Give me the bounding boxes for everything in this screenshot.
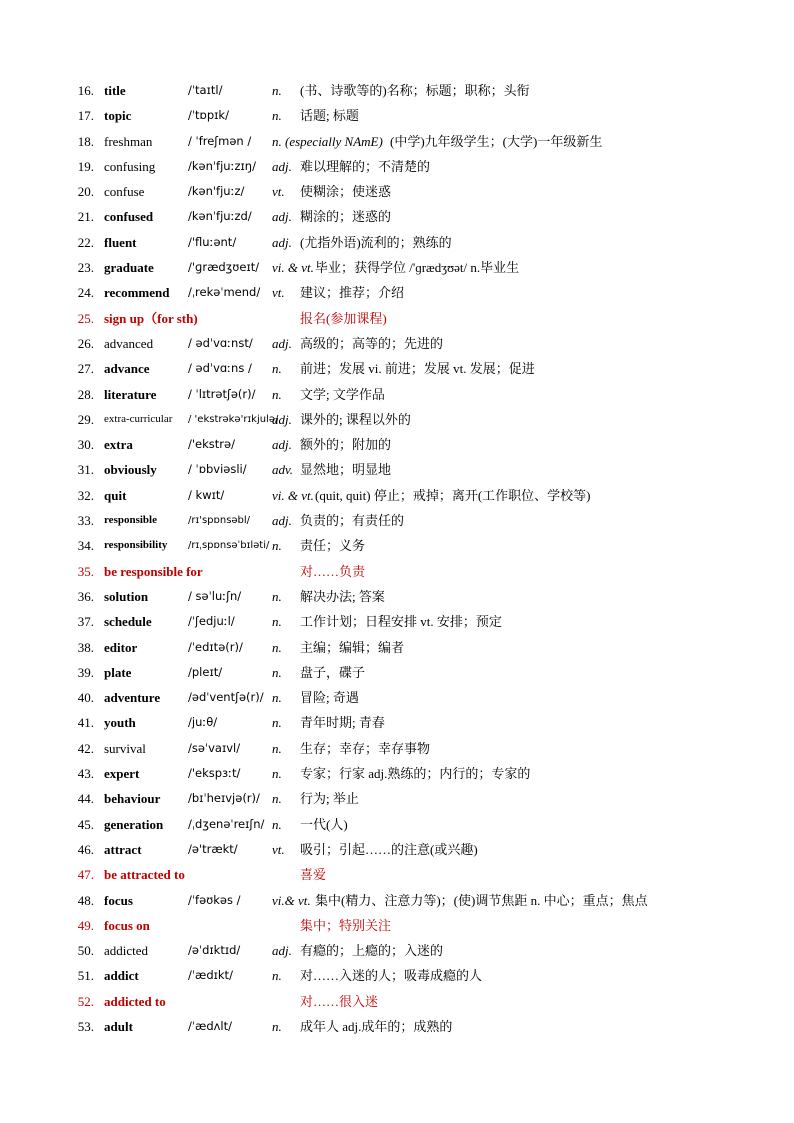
entry-part-of-speech: n. [272, 791, 282, 807]
entry-phonetic: /pleɪt/ [188, 664, 223, 679]
entry-number: 46. [77, 841, 94, 857]
vocab-entry [0, 204, 794, 229]
entry-word: topic [104, 108, 132, 124]
entry-part-of-speech: adj. [272, 234, 292, 250]
entry-part-of-speech: n. (especially NAmE) [272, 133, 383, 149]
entry-number: 39. [77, 664, 94, 680]
entry-phonetic: /bɪˈheɪvjə(r)/ [188, 791, 260, 806]
entry-definition: 青年时期; 青春 [300, 715, 385, 731]
entry-word: confuse [104, 184, 145, 200]
entry-word: quit [104, 487, 127, 503]
entry-definition: 工作计划；日程安排 vt. 安排；预定 [300, 614, 502, 630]
vocab-entry [0, 609, 794, 634]
entry-part-of-speech: n. [272, 538, 282, 554]
entry-number: 38. [77, 639, 94, 655]
entry-phonetic: / ˈfreʃmən / [188, 133, 252, 148]
entry-number: 28. [77, 386, 94, 402]
vocab-entry [0, 306, 794, 331]
vocab-entry [0, 483, 794, 508]
entry-phonetic: /ˈʃedjuːl/ [188, 614, 235, 629]
vocab-entry [0, 635, 794, 660]
entry-definition: 行为; 举止 [300, 791, 359, 807]
entry-part-of-speech: vt. [272, 841, 285, 857]
entry-part-of-speech: vt. [272, 285, 285, 301]
vocab-entry [0, 736, 794, 761]
vocab-entry [0, 331, 794, 356]
vocab-entry [0, 584, 794, 609]
entry-phonetic: / ədˈvɑːnst/ [188, 335, 253, 350]
entry-phonetic: /'ekstrə/ [188, 437, 235, 452]
entry-part-of-speech: adj. [272, 513, 292, 529]
entry-part-of-speech: vi.& vt. [272, 892, 311, 908]
entry-definition: 冒险; 奇遇 [300, 690, 359, 706]
entry-part-of-speech: n. [272, 588, 282, 604]
entry-word: adventure [104, 690, 161, 706]
vocab-entry [0, 786, 794, 811]
entry-number: 21. [77, 209, 94, 225]
entry-definition: 对……很入迷 [300, 993, 379, 1009]
entry-definition: 额外的；附加的 [300, 437, 392, 453]
entry-word: be responsible for [104, 563, 203, 579]
entry-definition: 责任；义务 [300, 538, 366, 554]
entry-word: graduate [104, 260, 154, 276]
entry-phonetic: / ədˈvɑːns / [188, 361, 252, 376]
entry-number: 31. [77, 462, 94, 478]
entry-word: youth [104, 715, 136, 731]
entry-word: adult [104, 1018, 133, 1034]
entry-word: responsibility [104, 539, 168, 552]
vocabulary-list [0, 78, 794, 1039]
entry-word: schedule [104, 614, 152, 630]
entry-number: 27. [77, 361, 94, 377]
entry-part-of-speech: n. [272, 766, 282, 782]
entry-word: focus on [104, 917, 150, 933]
entry-phonetic: / ˈɒbviəsli/ [188, 462, 247, 477]
vocab-entry [0, 559, 794, 584]
entry-word: focus [104, 892, 133, 908]
entry-number: 34. [77, 538, 94, 554]
entry-number: 33. [77, 513, 94, 529]
entry-word: confused [104, 209, 154, 225]
vocab-entry [0, 837, 794, 862]
entry-phonetic: /əˈdɪktɪd/ [188, 943, 241, 958]
entry-number: 30. [77, 437, 94, 453]
vocab-entry [0, 938, 794, 963]
entry-phonetic: /ˈtɒpɪk/ [188, 108, 229, 123]
vocab-entry [0, 963, 794, 988]
entry-definition: 话题; 标题 [300, 108, 359, 124]
entry-phonetic: /'ɡrædʒʊeɪt/ [188, 260, 260, 275]
entry-definition: 文学; 文学作品 [300, 386, 385, 402]
entry-definition: 生存；幸存；幸存事物 [300, 740, 431, 756]
vocab-entry [0, 255, 794, 280]
entry-phonetic: /ə'trækt/ [188, 841, 238, 856]
vocab-entry [0, 129, 794, 154]
entry-number: 24. [77, 285, 94, 301]
entry-definition: 盘子，碟子 [300, 664, 366, 680]
entry-definition: (中学)九年级学生；(大学)一年级新生 [390, 133, 603, 149]
entry-part-of-speech: adv. [272, 462, 294, 478]
entry-number: 26. [77, 335, 94, 351]
entry-number: 23. [77, 260, 94, 276]
entry-definition: 专家；行家 adj.熟练的；内行的；专家的 [300, 766, 531, 782]
entry-word: plate [104, 664, 132, 680]
entry-phonetic: /ˈædʌlt/ [188, 1018, 233, 1033]
entry-part-of-speech: adj. [272, 209, 292, 225]
entry-definition: 成年人 adj.成年的；成熟的 [300, 1018, 453, 1034]
entry-part-of-speech: adj. [272, 158, 292, 174]
entry-word: solution [104, 588, 149, 604]
entry-phonetic: /kənˈfjuːzd/ [188, 209, 252, 224]
entry-number: 37. [77, 614, 94, 630]
entry-number: 29. [77, 411, 94, 427]
entry-phonetic: /rɪ'spɒnsəbl/ [188, 515, 251, 527]
entry-definition: 建议；推荐；介绍 [300, 285, 405, 301]
entry-word: behaviour [104, 791, 161, 807]
entry-number: 36. [77, 588, 94, 604]
entry-word: confusing [104, 158, 156, 174]
entry-number: 45. [77, 816, 94, 832]
vocab-entry [0, 989, 794, 1014]
vocab-entry [0, 407, 794, 432]
entry-part-of-speech: n. [272, 108, 282, 124]
vocab-entry [0, 179, 794, 204]
vocab-entry [0, 710, 794, 735]
entry-part-of-speech: adj. [272, 943, 292, 959]
entry-phonetic: /kən'fjuːz/ [188, 184, 245, 199]
entry-part-of-speech: n. [272, 740, 282, 756]
vocab-entry [0, 508, 794, 533]
entry-number: 19. [77, 158, 94, 174]
vocab-entry [0, 1014, 794, 1039]
entry-definition: 对……负责 [300, 563, 366, 579]
vocab-entry [0, 103, 794, 128]
entry-word: literature [104, 386, 157, 402]
entry-definition: 糊涂的；迷惑的 [300, 209, 392, 225]
entry-number: 44. [77, 791, 94, 807]
entry-word: fluent [104, 234, 137, 250]
entry-phonetic: /kənˈfjuːzɪŋ/ [188, 158, 256, 173]
entry-part-of-speech: vi. & vt. [272, 260, 314, 276]
entry-part-of-speech: n. [272, 614, 282, 630]
entry-definition: 集中；特别关注 [300, 917, 392, 933]
entry-number: 41. [77, 715, 94, 731]
entry-number: 51. [77, 968, 94, 984]
entry-number: 53. [77, 1018, 94, 1034]
entry-definition: 显然地；明显地 [300, 462, 392, 478]
entry-number: 40. [77, 690, 94, 706]
entry-number: 25. [77, 310, 94, 326]
vocab-entry [0, 685, 794, 710]
entry-definition: 一代(人) [300, 816, 348, 832]
entry-part-of-speech: n. [272, 361, 282, 377]
entry-word: advance [104, 361, 150, 377]
vocab-entry [0, 761, 794, 786]
entry-definition: 前进；发展 vi. 前进；发展 vt. 发展；促进 [300, 361, 535, 377]
entry-phonetic: /ˈfəʊkəs / [188, 892, 241, 907]
entry-number: 49. [77, 917, 94, 933]
entry-word: title [104, 83, 126, 98]
entry-number: 50. [77, 943, 94, 959]
entry-definition: 对……入迷的人；吸毒成瘾的人 [300, 968, 483, 984]
entry-number: 20. [77, 184, 94, 200]
entry-word: addict [104, 968, 139, 984]
entry-part-of-speech: n. [272, 690, 282, 706]
entry-phonetic: / 'ekstrəkə'rɪkjulə/ [188, 413, 279, 425]
entry-definition: 吸引；引起……的注意(或兴趣) [300, 841, 478, 857]
entry-part-of-speech: n. [272, 968, 282, 984]
entry-definition: (书、诗歌等的)名称；标题；职称；头衔 [300, 83, 530, 98]
entry-word: be attracted to [104, 867, 185, 883]
entry-phonetic: /'ekspɜːt/ [188, 766, 241, 781]
entry-phonetic: / ˈlɪtrətʃə(r)/ [188, 386, 256, 401]
entry-number: 22. [77, 234, 94, 250]
entry-part-of-speech: adj. [272, 411, 292, 427]
vocab-entry [0, 230, 794, 255]
entry-phonetic: /ˈtaɪtl/ [188, 83, 223, 97]
entry-definition: 使糊涂；使迷惑 [300, 184, 392, 200]
entry-phonetic: /rɪˌspɒnsəˈbɪləti/ [188, 540, 270, 552]
vocab-entry [0, 154, 794, 179]
entry-definition: 主编；编辑；编者 [300, 639, 405, 655]
entry-word: expert [104, 766, 140, 782]
entry-part-of-speech: n. [272, 1018, 282, 1034]
entry-definition: 课外的; 课程以外的 [300, 411, 411, 427]
entry-definition: (quit, quit) 停止；戒掉；离开(工作职位、学校等) [315, 487, 591, 503]
entry-word: survival [104, 740, 146, 756]
entry-part-of-speech: n. [272, 83, 282, 98]
entry-word: sign up（for sth) [104, 310, 198, 326]
entry-phonetic: /juːθ/ [188, 715, 218, 730]
entry-word: obviously [104, 462, 157, 478]
entry-word: generation [104, 816, 164, 832]
entry-word: recommend [104, 285, 170, 301]
entry-part-of-speech: n. [272, 816, 282, 832]
entry-phonetic: / səˈluːʃn/ [188, 588, 242, 603]
entry-definition: 报名(参加课程) [300, 310, 387, 326]
entry-number: 47. [77, 867, 94, 883]
entry-word: advanced [104, 335, 154, 351]
entry-number: 17. [77, 108, 94, 124]
entry-definition: 集中(精力、注意力等)；(使)调节焦距 n. 中心；重点；焦点 [315, 892, 648, 908]
entry-phonetic: /səˈvaɪvl/ [188, 740, 241, 755]
vocab-entry [0, 432, 794, 457]
vocab-entry [0, 812, 794, 837]
entry-phonetic: /ˌdʒenəˈreɪʃn/ [188, 816, 265, 831]
entry-definition: 负责的；有责任的 [300, 513, 405, 529]
entry-word: extra [104, 437, 133, 453]
entry-part-of-speech: n. [272, 639, 282, 655]
entry-definition: (尤指外语)流利的；熟练的 [300, 234, 452, 250]
entry-phonetic: /ˌrekəˈmend/ [188, 285, 261, 300]
entry-number: 35. [77, 563, 94, 579]
entry-number: 42. [77, 740, 94, 756]
entry-part-of-speech: n. [272, 715, 282, 731]
entry-number: 16. [77, 83, 94, 98]
entry-word: editor [104, 639, 138, 655]
entry-definition: 高级的；高等的；先进的 [300, 335, 444, 351]
entry-word: extra-curricular [104, 412, 173, 425]
entry-phonetic: /'fluːənt/ [188, 234, 237, 249]
entry-number: 32. [77, 487, 94, 503]
entry-phonetic: /ˈedɪtə(r)/ [188, 639, 243, 654]
vocab-entry [0, 382, 794, 407]
vocab-entry [0, 533, 794, 558]
vocab-entry [0, 888, 794, 913]
entry-part-of-speech: adj. [272, 335, 292, 351]
entry-word: addicted [104, 943, 149, 959]
entry-definition: 有瘾的；上瘾的；入迷的 [300, 943, 444, 959]
vocab-entry [0, 660, 794, 685]
entry-phonetic: /ˈædɪkt/ [188, 968, 233, 983]
entry-word: responsible [104, 514, 157, 527]
entry-part-of-speech: vt. [272, 184, 285, 200]
entry-number: 43. [77, 766, 94, 782]
vocab-entry [0, 862, 794, 887]
vocab-entry [0, 280, 794, 305]
entry-number: 18. [77, 133, 94, 149]
entry-definition: 毕业；获得学位 /'ɡrædʒʊət/ n.毕业生 [315, 260, 520, 276]
entry-word: addicted to [104, 993, 166, 1009]
entry-part-of-speech: n. [272, 664, 282, 680]
vocab-entry [0, 913, 794, 938]
vocab-entry [0, 356, 794, 381]
entry-phonetic: / kwɪt/ [188, 487, 225, 502]
entry-number: 52. [77, 993, 94, 1009]
entry-part-of-speech: vi. & vt. [272, 487, 314, 503]
entry-part-of-speech: adj. [272, 437, 292, 453]
vocab-entry [0, 78, 794, 103]
entry-definition: 难以理解的；不清楚的 [300, 158, 431, 174]
entry-word: attract [104, 841, 142, 857]
entry-part-of-speech: n. [272, 386, 282, 402]
entry-number: 48. [77, 892, 94, 908]
entry-word: freshman [104, 133, 153, 149]
entry-definition: 解决办法; 答案 [300, 588, 385, 604]
vocab-entry [0, 457, 794, 482]
entry-phonetic: /ədˈventʃə(r)/ [188, 690, 264, 705]
entry-definition: 喜爱 [300, 867, 327, 883]
